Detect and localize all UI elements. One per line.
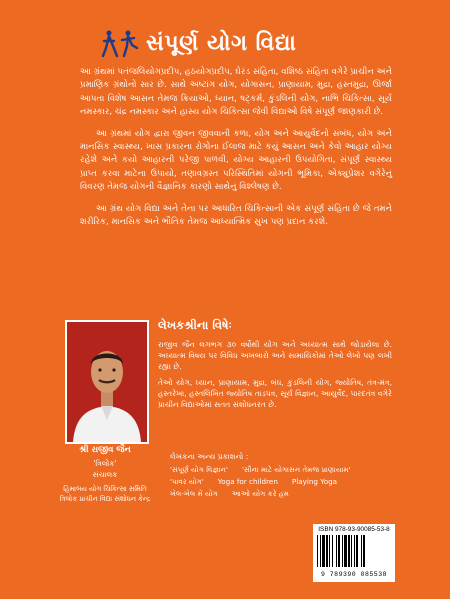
barcode-bar [322, 535, 325, 567]
book-title-item: Yoga for children [217, 477, 278, 486]
barcode-bar [348, 535, 350, 567]
author-name: શ્રી રાજીવ જૈન [79, 445, 131, 455]
isbn-barcode [313, 524, 395, 582]
barcode-bar [338, 535, 340, 567]
about-paragraph-1: રાજીવ જૈન લગભગ ૩૦ વર્ષોથી યોગ અને અધ્યાત્મ સાથે જોડાયેલા છે. અધ્યાત્મ વિષય પર વિવિધ અખબારો અને સામાયિકોમાં તેઓ લેખો પણ લખી રહ્યા છે. [158, 340, 392, 372]
barcode-digits: 9 789390 085538 [320, 571, 387, 578]
book-row [170, 488, 400, 500]
barcode-bar [344, 535, 347, 567]
barcode-bar [356, 535, 358, 567]
org-line-2: ત્રિલોક પ્રાચીન વિદ્યા સંશોધન કેન્દ્ર [59, 495, 151, 503]
author-photo [65, 320, 149, 444]
barcode-bar [329, 535, 330, 567]
isbn-text: ISBN 978-93-90085-53-8 [318, 526, 390, 533]
org-line-1: હિમાલય યોગ ચિકિત્સા સમિતિ [63, 485, 147, 493]
intro-paragraph-1: આ ગ્રંથમાં પતંજલિયોગપ્રદીપ, હઠયોગપ્રદીપ, ઘેરંડ સંહિતા, વશિષ્ઠ સંહિતા વગેરે પ્રાચીન અને પ્રમાણિક ગ્રંથોનો સાર છે. સાથે અષ્ટાંગ યોગ, યોગાસન, પ્રાણાયામ, મુદ્રા, હસ્તમુદ્રા, ઊર્જા આપતા વિશેષ આસન તેમજ ક્રિયાઓ, ધ્યાન, ષટ્કર્મ, કુંડલિની યોગ, નાભિ ચિકિત્સા, સૂર્ય નમસ્કાર, ચંદ્ર નમસ્કાર અને હાસ્ય યોગ ચિકિત્સા જેવી વિદ્યાઓ વિષે સંપૂર્ણ જાણકારી છે. [80, 67, 392, 118]
intro-paragraph-3: આ ગ્રંથ યોગ વિદ્યા અને તેના પર આધારિત ચિકિત્સાની એક સંપૂર્ણ સંહિતા છે જે તમને શરીરિક, માનસિક અને ભૌતિક તેમજ આધ્યાત્મિક સુખ પણ પ્રદાન કરશે. [80, 203, 392, 228]
book-title-item: આઓ યોગ કરે હમ [231, 489, 289, 498]
about-paragraph-2: તેઓ યોગ, ધ્યાન, પ્રાણાયામ, મુદ્રા, બંધ, કુંડલિની યોગ, જ્યોતિષ, તંત્ર-મંત્ર, હસ્તરેખા, હસ્તલિખિત જ્યોતિષ તાડપત્ર, સૂર્ય વિજ્ઞાન, આયુર્વેદ, પારદતંત્ર વગેરે પ્રાચીન વિદ્યાઓમાં સતત સંશોધનરત છે. [158, 377, 392, 410]
author-designation: સંચાલક [92, 470, 118, 479]
barcode-bar [351, 535, 352, 567]
barcode-bar [336, 535, 337, 567]
book-title-item: 'સૌના માટે યોગાસન તેમજ પ્રાણાયામ' [242, 465, 351, 474]
book-row [170, 476, 400, 488]
author-portrait-icon [67, 322, 147, 442]
book-title-item: 'સંપૂર્ણ યોગ વિજ્ઞાન' [170, 465, 229, 474]
barcode-bar [363, 535, 365, 567]
book-title-item: ખેલ-ખેલ મેં યોગ [170, 489, 218, 498]
barcode-bar [342, 535, 343, 567]
book-title-item: 'પાવર યોગ' [170, 477, 204, 486]
author-organization [52, 484, 158, 504]
intro-paragraph-2: આ ગ્રંથમાં યોગ દ્વારા જીવન જીવવાની કળા, યોગ અને આયુર્વેદનો સંબંધ, યોગ અને માનસિક સ્વાસ્થ્ય, ખાસ પ્રકારના રોગોના ઈલાજ માટે કયું આસન અને કેવો આહાર યોગ્ય રહેશે અને કયો આહારની પરેજી પાળવી, યોગ્ય આહારની ઉપયોગિતા, સંપૂર્ણ સ્વાસ્થ્ય પ્રાપ્ત કરવા માટેના ઉપાયો, તણાવગ્રસ્ત પરિસ્થિતિમાં યોગની ભૂમિકા, એક્યુપ્રેશર વગેરેનું વિવરણ તેમજ યોગની વૈજ્ઞાનિક કારણો સાથેનું વિશ્લેષણ છે. [80, 128, 392, 193]
title-header [100, 26, 296, 60]
book-row [170, 464, 400, 476]
other-books-heading: લેખકના અન્ય પ્રકાશનો : [170, 452, 249, 461]
author-role [60, 458, 150, 480]
yoga-figures-icon [100, 28, 140, 58]
barcode-bar [354, 535, 355, 567]
about-author [158, 318, 392, 414]
barcode-bar [320, 535, 321, 567]
barcode-bar [326, 535, 328, 567]
book-title: સંપૂર્ણ યોગ વિદ્યા [146, 30, 297, 56]
book-title-item: Playing Yoga [291, 477, 338, 486]
other-books-list [170, 464, 400, 500]
barcode-bars-icon [317, 535, 391, 567]
barcode-bar [317, 535, 318, 567]
author-pen-name: 'ત્રિલોક' [93, 459, 117, 468]
barcode-bar [361, 535, 362, 567]
barcode-bar [332, 535, 333, 567]
intro-text [80, 66, 392, 237]
about-heading: લેખકશ્રીના વિષેઃ [158, 318, 232, 332]
